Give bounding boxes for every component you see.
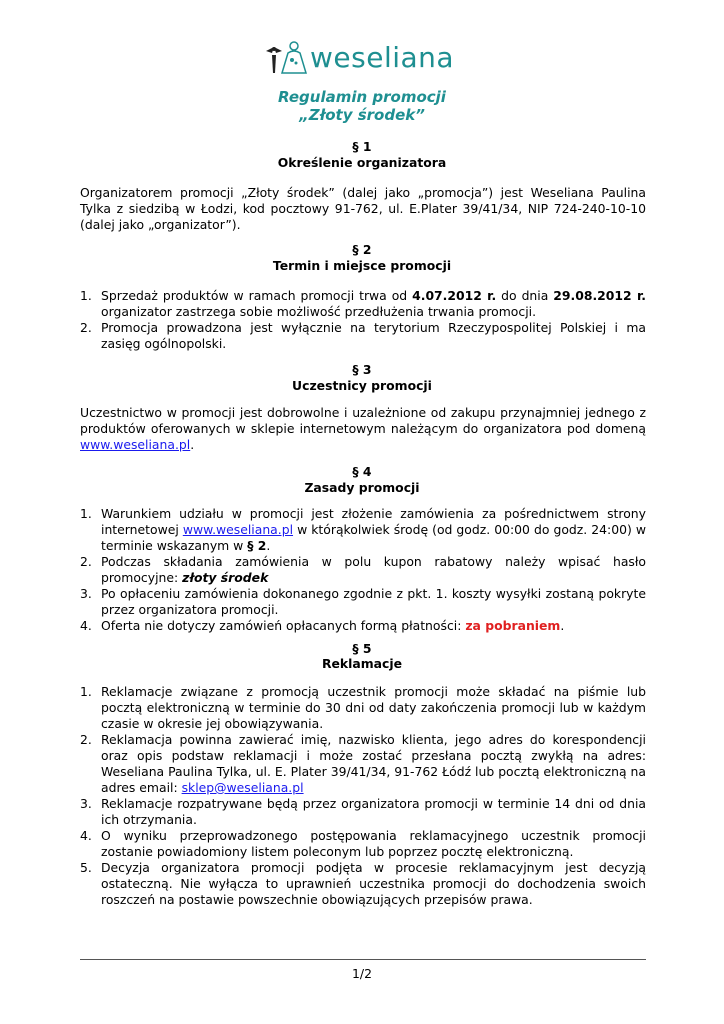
end-date: 29.08.2012 r. [553,288,647,303]
section-ref: § 2 [247,538,267,553]
item-text: do dnia [496,288,554,303]
section-3-text [80,405,646,453]
item-number: 1. [80,288,92,303]
item-number: 2. [80,732,92,747]
section-1-text: Organizatorem promocji „Złoty środek” (dalej jako „promocja”) jest Weseliana Paulina Tylka z siedzibą w Łodzi, kod pocztowy 91-762, ul. E.Plater 39/41/34, NIP 724-240-10-10 (dalej jako „organizator”). [80,185,646,232]
item-number: 1. [80,506,92,521]
doc-subtitle: „Złoty środek” [299,106,425,124]
list-item [80,860,646,908]
section-5-list [80,684,646,908]
section-5-number: § 5 [352,641,372,656]
logo-text: weseliana [310,40,455,74]
list-item [80,732,646,796]
item-text: Decyzja organizatora promocji podjęta w procesie reklamacyjnym jest decyzją ostateczną. Nie wyłącza to uprawnień uczestnika promocji do dochodzenia swoich roszczeń na postawie powszechnie obowiązujących przepisów prawa. [101,860,646,907]
item-text: Reklamacja powinna zawierać imię, nazwisko klienta, jego adres do korespondencji oraz opis podstaw reklamacji i może zostać przesłana pocztą zwykłą na adres: Weseliana Paulina Tylka, ul. E. Plater 39/41/34, 91-762 Łódź lub pocztą elektroniczną na adres email: [101,732,646,795]
paragraph-text: Uczestnictwo w promocji jest dobrowolne i uzależnione od zakupu przynajmniej jednego z produktów oferowanych w sklepie internetowym należącym do organizatora pod domeną [80,405,646,436]
list-item [80,288,646,320]
section-2-list [80,288,646,352]
item-text: . [266,538,271,553]
item-number: 2. [80,320,92,335]
item-text: organizator zastrzega sobie możliwość przedłużenia trwania promocji. [101,304,537,319]
weseliana-link[interactable]: www.weseliana.pl [80,437,191,452]
item-text: Reklamacje związane z promocją uczestnik promocji może składać na piśmie lub pocztą elektroniczną w terminie do 30 dni od daty zakończenia promocji lub w każdym czasie w okresie jej obowiązywania. [101,684,646,731]
item-text: O wyniku przeprowadzonego postępowania reklamacyjnego uczestnik promocji zostanie powiadomiony listem poleconym lub poprzez pocztę elektroniczną. [101,828,646,859]
item-number: 5. [80,860,92,875]
footer-divider [80,959,646,960]
weseliana-logo [262,36,454,78]
section-1-number: § 1 [352,139,372,154]
list-item [80,684,646,732]
item-text: . [560,618,565,633]
page-number: 1/2 [352,966,372,981]
section-4-heading: Zasady promocji [304,480,420,495]
section-1-heading: Określenie organizatora [277,155,447,170]
item-text: Podczas składania zamówienia w polu kupon rabatowy należy wpisać hasło promocyjne: [101,554,646,585]
section-4-number: § 4 [352,464,372,479]
item-text: Po opłaceniu zamówienia dokonanego zgodnie z pkt. 1. koszty wysyłki zostaną pokryte przez organizatora promocji. [101,586,646,617]
item-text: Sprzedaż produktów w ramach promocji trwa od [101,288,413,303]
start-date: 4.07.2012 r. [412,288,497,303]
item-text: Oferta nie dotyczy zamówień opłacanych formą płatności: [101,618,466,633]
promo-code: złoty środek [182,570,269,585]
item-text: w którąkolwiek środę (od godz. 00:00 do godz. 24:00) w terminie wskazanym w [101,522,646,553]
email-link[interactable]: sklep@weseliana.pl [181,780,304,795]
bride-groom-icon [262,37,310,77]
paragraph-end: . [190,437,195,452]
excluded-payment: za pobraniem [465,618,561,633]
section-3-number: § 3 [352,362,372,377]
doc-title: Regulamin promocji [278,88,446,106]
section-3-heading: Uczestnicy promocji [292,378,432,393]
list-item [80,320,646,352]
item-number: 3. [80,586,92,601]
item-number: 1. [80,684,92,699]
item-text: Reklamacje rozpatrywane będą przez organizatora promocji w terminie 14 dni od dnia ich otrzymania. [101,796,646,827]
list-item [80,618,646,634]
list-item [80,554,646,586]
item-number: 2. [80,554,92,569]
item-number: 4. [80,828,92,843]
item-number: 4. [80,618,92,633]
section-2-number: § 2 [352,242,372,257]
list-item [80,796,646,828]
section-2-heading: Termin i miejsce promocji [272,258,452,273]
list-item [80,828,646,860]
list-item [80,586,646,618]
list-item [80,506,646,554]
section-5-heading: Reklamacje [321,656,403,671]
item-number: 3. [80,796,92,811]
item-text: Warunkiem udziału w promocji jest złożenie zamówienia za pośrednictwem strony internetowej [101,506,646,537]
item-text: Promocja prowadzona jest wyłącznie na terytorium Rzeczypospolitej Polskiej i ma zasięg ogólnopolski. [101,320,646,351]
weseliana-link[interactable]: www.weseliana.pl [182,522,294,537]
section-4-list [80,506,646,634]
